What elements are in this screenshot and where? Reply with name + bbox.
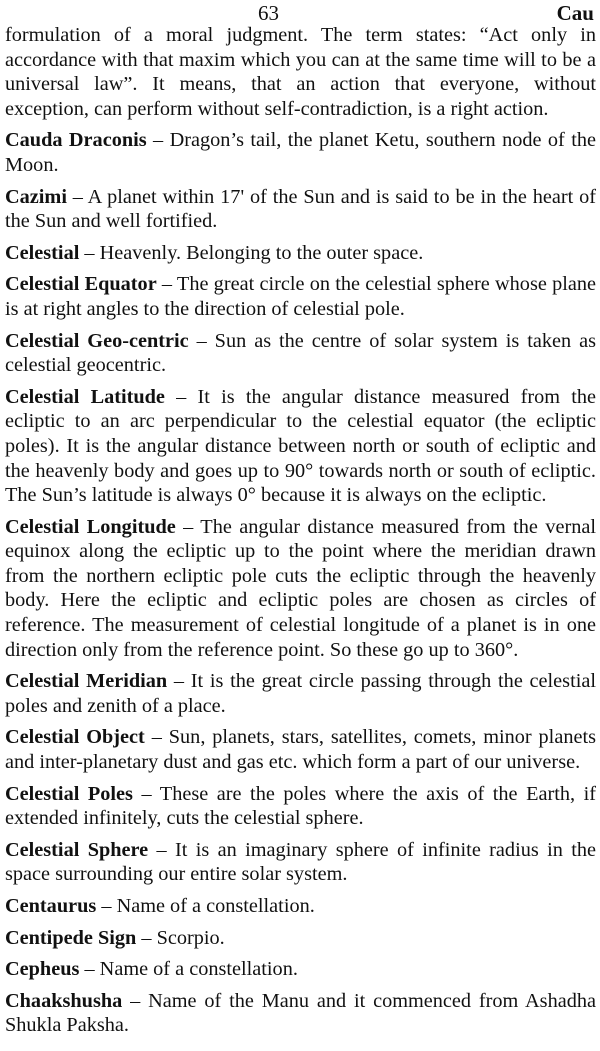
entry-term: Celestial Meridian (5, 670, 168, 693)
entry-definition: – Scorpio. (136, 926, 225, 949)
entry-term: Celestial Object (5, 726, 145, 749)
entry-term: Celestial Longitude (5, 515, 176, 538)
glossary-entries (5, 128, 596, 1038)
glossary-entry (5, 926, 596, 951)
entry-definition: – Name of a constellation. (79, 958, 298, 981)
glossary-entry (5, 725, 596, 774)
glossary-entry (5, 329, 596, 378)
glossary-entry (5, 782, 596, 831)
entry-definition: – A planet within 17' of the Sun and is said to be in the heart of the Sun and well fortified. (5, 185, 596, 233)
entry-term: Celestial Geo-centric (5, 329, 189, 352)
entry-definition: – These are the poles where the axis of the Earth, if extended infinitely, cuts the celestial sphere. (5, 782, 596, 830)
entry-term: Celestial Latitude (5, 385, 165, 408)
entry-definition: – It is an imaginary sphere of infinite radius in the space surrounding our entire solar system. (5, 838, 596, 886)
entry-term: Celestial (5, 241, 80, 264)
continuation-paragraph: formulation of a moral judgment. The term states: “Act only in accordance with that maxim which you can at the same time will to be a universal law”. It means, that an action that everyone, without exception, can perform without self-contradiction, is a right action. (5, 24, 596, 120)
entry-definition: – Heavenly. Belonging to the outer space. (79, 241, 424, 264)
glossary-entry (5, 241, 596, 266)
glossary-entry (5, 894, 596, 919)
entry-definition: – It is the great circle passing through the celestial poles and zenith of a place. (5, 670, 596, 717)
glossary-entry (5, 128, 596, 177)
entry-term: Celestial Poles (5, 782, 133, 805)
glossary-content (5, 23, 596, 1045)
entry-term: Cepheus (5, 958, 80, 981)
entry-definition: – The great circle on the celestial sphere whose plane is at right angles to the direction of celestial pole. (5, 273, 596, 320)
entry-definition: – Sun, planets, stars, satellites, comets, minor planets and inter-planetary dust and gas etc. which form a part of our universe. (5, 726, 596, 774)
entry-term: Celestial Equator (5, 273, 157, 296)
entry-definition: – Dragon’s tail, the planet Ketu, southern node of the Moon. (5, 129, 597, 176)
entry-definition: – It is the angular distance measured from the ecliptic to an arc perpendicular to the celestial equator (the ecliptic poles). It is the angular distance between north or south of ecliptic and the heavenly body and goes up to 90° towards north or south of ecliptic. The Sun’s latitude is always 0° because it is always on the ecliptic. (5, 385, 596, 507)
glossary-entry (5, 272, 596, 321)
guide-word: Cau (556, 1, 594, 25)
entry-term: Celestial Sphere (5, 838, 149, 861)
entry-definition: – Name of the Manu and it commenced from Ashadha Shukla Paksha. (5, 989, 596, 1037)
glossary-entry (5, 669, 596, 718)
glossary-entry (5, 185, 596, 234)
entry-definition: – The angular distance measured from the vernal equinox along the ecliptic up to the point where the meridian drawn from the northern ecliptic pole cuts the ecliptic through the heavenly body. Here the ecliptic and ecliptic poles are chosen as circles of reference. The measurement of celestial longitude of a planet is in one direction only from the reference point. So these go up to 360°. (5, 515, 596, 661)
entry-definition: – Sun as the centre of solar system is taken as celestial geocentric. (5, 329, 596, 377)
glossary-entry (5, 957, 596, 982)
entry-term: Cauda Draconis (5, 129, 147, 152)
glossary-entry (5, 515, 596, 663)
glossary-entry (5, 838, 596, 887)
entry-term: Centipede Sign (5, 926, 137, 949)
glossary-entry (5, 385, 596, 508)
entry-term: Centaurus (5, 895, 97, 917)
entry-definition: – Name of a constellation. (96, 895, 315, 917)
entry-term: Chaakshusha (5, 989, 123, 1012)
glossary-entry (5, 989, 596, 1038)
entry-term: Cazimi (5, 185, 67, 208)
page-number: 63 (258, 1, 279, 25)
